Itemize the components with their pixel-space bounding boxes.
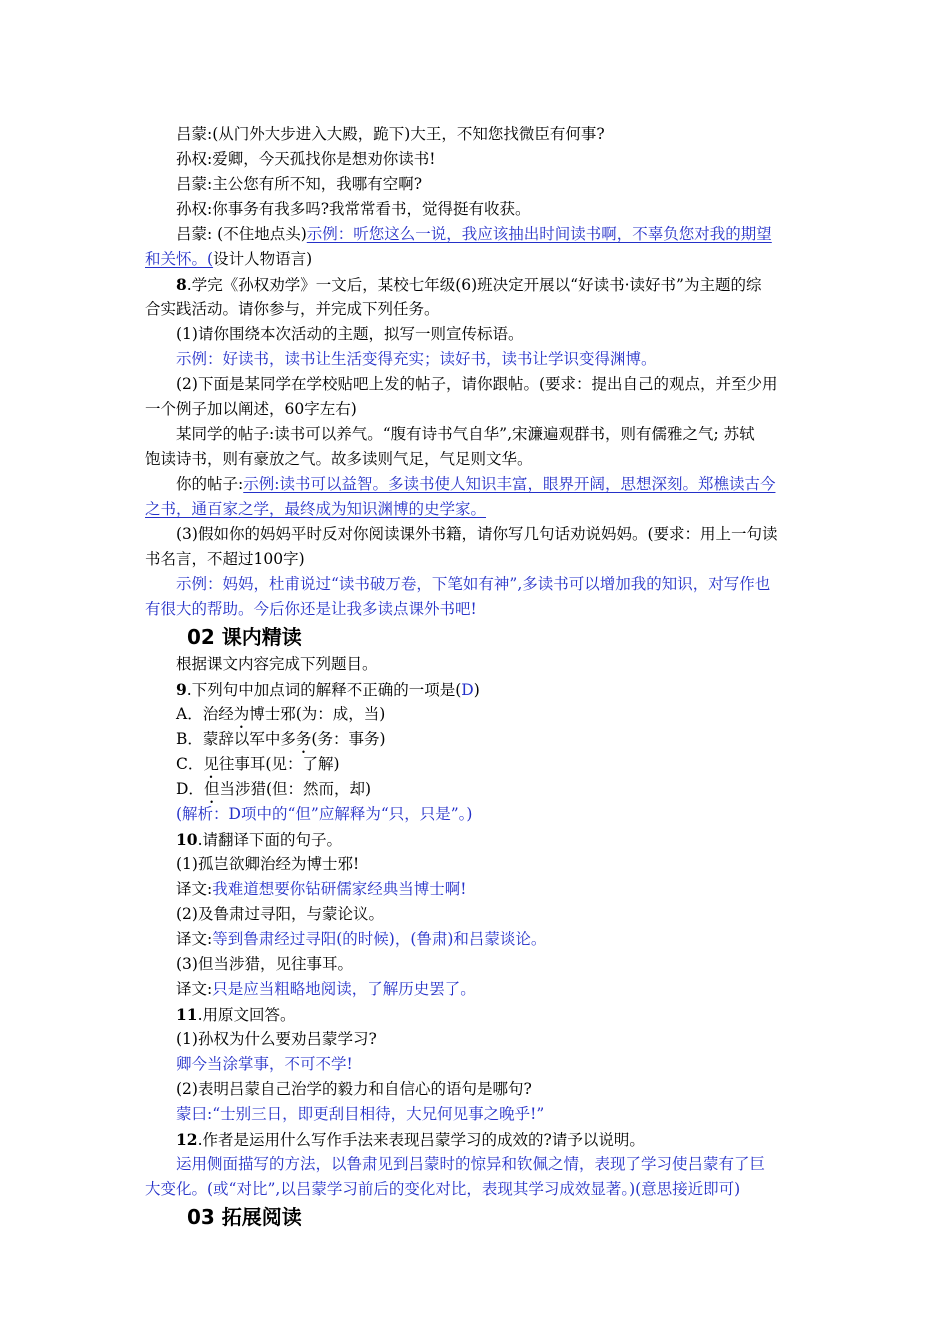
question-number: 9 xyxy=(176,680,187,699)
translation xyxy=(145,927,807,952)
option-text: (务：事务) xyxy=(311,730,386,748)
translation-label: 译文: xyxy=(176,980,213,998)
question-10 xyxy=(145,827,807,852)
dotted-word: 见 xyxy=(203,755,219,773)
option-text: B．蒙辞以军中多 xyxy=(176,730,296,748)
classmate-post-cont: 饱读诗书，则有豪放之气。故多读则气足，气足则文华。 xyxy=(145,450,533,468)
speaker: 孙权: xyxy=(176,150,213,168)
question-text: 合实践活动。请你参与，并完成下列任务。 xyxy=(145,300,440,318)
speaker: 吕蒙: xyxy=(176,125,213,143)
answer-text: 示例：好读书，读书让生活变得充实；读好书，读书让学识变得渊博。 xyxy=(176,350,657,368)
option-a xyxy=(145,702,807,727)
answer-text: 之书，通百家之学，最终成为知识渊博的史学家。 xyxy=(145,500,487,518)
option-c xyxy=(145,752,807,777)
question-text: .请翻译下面的句子。 xyxy=(197,831,343,849)
question-9 xyxy=(145,677,807,702)
answer-text: 我难道想要你钻研儒家经典当博士啊! xyxy=(212,880,467,898)
question-number: 11 xyxy=(176,1005,198,1024)
dialogue-line xyxy=(145,122,807,147)
question-text: .作者是运用什么写作手法来表现吕蒙学习的成效的?请予以说明。 xyxy=(197,1131,645,1149)
stage-direction: (不住地点头) xyxy=(212,225,307,243)
option-b xyxy=(145,727,807,752)
sub-question: (1)请你围绕本次活动的主题，拟写一则宣传标语。 xyxy=(176,325,524,343)
answer-text-cont: 大变化。(或“对比”,以吕蒙学习前后的变化对比，表现其学习成效显著。)(意思接近即可) xyxy=(145,1180,741,1198)
question-12 xyxy=(145,1127,807,1152)
question-text: ) xyxy=(473,681,480,699)
classmate-post: 某同学的帖子:读书可以养气。“腹有诗书气自华”,宋濂遍观群书，则有儒雅之气; 苏轼 xyxy=(176,425,755,443)
option-text: D． xyxy=(176,780,204,798)
section-heading: 03 拓展阅读 xyxy=(187,1205,302,1229)
option-text: 当涉猎(但：然而，却) xyxy=(219,780,372,798)
section-heading: 02 课内精读 xyxy=(187,625,302,649)
dialogue-line xyxy=(145,147,807,172)
answer-text: 只是应当粗略地阅读，了解历史罢了。 xyxy=(212,980,476,998)
analysis-text: (解析：D项中的“但”应解释为“只，只是”。) xyxy=(176,805,473,823)
translation xyxy=(145,877,807,902)
reply-line xyxy=(145,472,807,497)
answer-text: 和关怀。( xyxy=(145,250,214,268)
option-d xyxy=(145,777,807,802)
question-number: 8 xyxy=(176,275,187,294)
dialogue-line xyxy=(145,172,807,197)
speaker: 吕蒙: xyxy=(176,225,213,243)
dotted-word: 为 xyxy=(233,705,250,723)
sub-question-cont: 书名言，不超过100字) xyxy=(145,550,305,568)
answer-choice: D xyxy=(461,681,474,699)
dialogue-line xyxy=(145,197,807,222)
question-number: 10 xyxy=(176,830,198,849)
dialogue-line xyxy=(145,247,807,272)
speaker: 吕蒙: xyxy=(176,175,213,193)
sentence: (2)及鲁肃过寻阳，与蒙论议。 xyxy=(176,905,384,923)
dialogue-text: (从门外大步进入大殿，跪下)大王，不知您找微臣有何事? xyxy=(212,125,605,143)
sub-question: (2)下面是某同学在学校贴吧上发的帖子，请你跟帖。(要求：提出自己的观点，并至少用 xyxy=(176,375,778,393)
dialogue-line xyxy=(145,222,807,247)
question-text: .下列句中加点词的解释不正确的一项是( xyxy=(186,681,462,699)
answer-text: 示例：听您这么一说，我应该抽出时间读书啊，不辜负您对我的期望 xyxy=(306,225,772,243)
answer-text-cont: 有很大的帮助。今后你还是让我多读点课外书吧! xyxy=(145,600,477,618)
dialogue-text: 主公您有所不知，我哪有空啊? xyxy=(212,175,423,193)
answer-text: 等到鲁肃经过寻阳(的时候)，(鲁肃)和吕蒙谈论。 xyxy=(212,930,547,948)
option-text: A．治经 xyxy=(176,705,234,723)
instruction-text: 设计人物语言) xyxy=(213,250,313,268)
reply-line-cont xyxy=(145,497,807,522)
sub-question-cont: 一个例子加以阐述，60字左右) xyxy=(145,400,357,418)
question-8-cont xyxy=(145,297,807,322)
option-text: 往事耳(见：了解) xyxy=(218,755,340,773)
option-text: C． xyxy=(176,755,204,773)
speaker: 孙权: xyxy=(176,200,213,218)
sub-question: (3)假如你的妈妈平时反对你阅读课外书籍，请你写几句话劝说妈妈。(要求：用上一句读 xyxy=(176,525,778,543)
answer-text: 运用侧面描写的方法，以鲁肃见到吕蒙时的惊异和钦佩之情，表现了学习使吕蒙有了巨 xyxy=(176,1155,766,1173)
answer-text: 示例:读书可以益智。多读书使人知识丰富，眼界开阔，思想深刻。郑樵读古今 xyxy=(243,475,776,493)
sub-question: (1)孙权为什么要劝吕蒙学习? xyxy=(176,1030,377,1048)
dotted-word: 务 xyxy=(295,730,312,748)
answer-text: 卿今当涂掌事，不可不学! xyxy=(176,1055,353,1073)
question-text: .用原文回答。 xyxy=(197,1006,296,1024)
sentence: (3)但当涉猎，见往事耳。 xyxy=(176,955,353,973)
translation xyxy=(145,977,807,1002)
document-page xyxy=(145,122,807,1232)
sub-question: (2)表明吕蒙自己治学的毅力和自信心的语句是哪句? xyxy=(176,1080,532,1098)
question-11 xyxy=(145,1002,807,1027)
option-text: 博士邪(为：成，当) xyxy=(249,705,386,723)
dialogue-text: 你事务有我多吗?我常常看书，觉得挺有收获。 xyxy=(212,200,531,218)
reply-label: 你的帖子: xyxy=(176,475,244,493)
translation-label: 译文: xyxy=(176,880,213,898)
dialogue-text: 爱卿，今天孤找你是想劝你读书! xyxy=(212,150,436,168)
dotted-word: 但 xyxy=(203,780,220,798)
question-number: 12 xyxy=(176,1130,198,1149)
translation-label: 译文: xyxy=(176,930,213,948)
section-intro: 根据课文内容完成下列题目。 xyxy=(176,655,378,673)
answer-text: 示例：妈妈，杜甫说过“读书破万卷，下笔如有神”,多读书可以增加我的知识，对写作也 xyxy=(176,575,771,593)
question-text: .学完《孙权劝学》一文后，某校七年级(6)班决定开展以“好读书·读好书”为主题的综 xyxy=(186,276,762,294)
sentence: (1)孤岂欲卿治经为博士邪! xyxy=(176,855,360,873)
question-8 xyxy=(145,272,807,297)
answer-text: 蒙曰:“士别三日，即更刮目相待，大兄何见事之晚乎!” xyxy=(176,1105,545,1123)
